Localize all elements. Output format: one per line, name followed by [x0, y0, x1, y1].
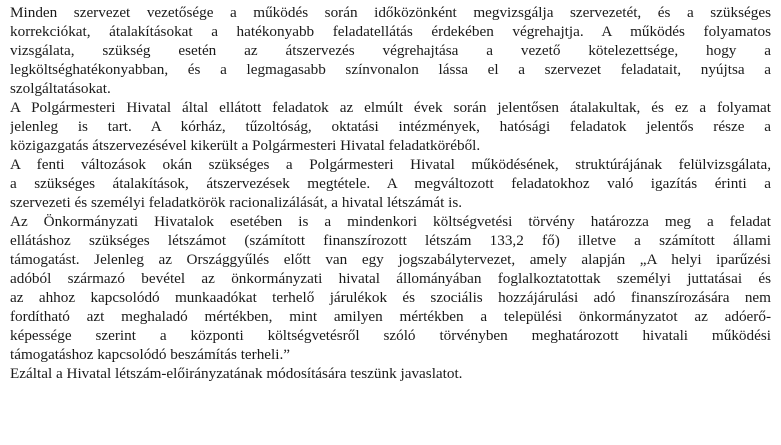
paragraph-2-line-2: jelenleg is tart. A kórház, tűzoltóság, oktatási intézmények, hatósági feladatok jelentős része a: [10, 118, 771, 135]
paragraph-5-line-1: Ezáltal a Hivatal létszám-előirányzatának módosítására teszünk javaslatot.: [10, 365, 463, 382]
paragraph-1-line-2: korrekciókat, átalakításokat a hatékonyabb feladatellátás érdekében végrehajtja. A működés folyamatos: [10, 23, 771, 40]
paragraph-3-line-3: szervezeti és személyi feladatkörök racionalizálását, a hivatal létszámát is.: [10, 194, 463, 211]
paragraph-4-line-2: ellátáshoz szükséges létszámot (számított finanszírozott létszám 133,2 fő) illetve a számított állami: [10, 232, 771, 249]
paragraph-1-line-5: szolgáltatásokat.: [10, 80, 111, 97]
paragraph-3-line-2: a szükséges átalakítások, átszervezések megtétele. A megváltozott feladatokhoz való igazítás érinti a: [10, 175, 771, 192]
paragraph-4-line-1: Az Önkormányzati Hivatalok esetében is a mindenkori költségvetési törvény határozza meg a feladat: [10, 213, 771, 230]
paragraph-4-line-4: adóból származó bevétel az önkormányzati hivatal állományában foglalkoztatottak személyi juttatásai és: [10, 270, 771, 287]
paragraph-1-line-1: Minden szervezet vezetősége a működés során időközönként megvizsgálja szervezetét, és a szükséges: [10, 4, 771, 21]
paragraph-2-line-3: közigazgatás átszervezésével kikerült a Polgármesteri Hivatal feladatköréből.: [10, 137, 481, 154]
paragraph-4-line-7: képessége szerint a központi költségvetésről szóló törvényben meghatározott hivatali működési: [10, 327, 771, 344]
paragraph-1-line-3: vizsgálata, szükség esetén az átszervezés végrehajtása a vezető kötelezettsége, hogy a: [10, 42, 771, 59]
paragraph-4-line-6: fordítható azt meghaladó mértékben, mint amilyen mértékben a települési önkormányzatot az adóerő-: [10, 308, 771, 325]
paragraph-4-line-5: az ahhoz kapcsolódó munkaadókat terhelő járulékok és szociális hozzájárulási adó finanszírozására nem: [10, 289, 771, 306]
paragraph-4-line-3: támogatást. Jelenleg az Országgyűlés előtt van egy jogszabálytervezet, amely alapján „A helyi iparűzési: [10, 251, 771, 268]
paragraph-1-line-4: legköltséghatékonyabban, és a legmagasabb színvonalon lássa el a szervezet feladatait, nyújtsa a: [10, 61, 771, 78]
paragraph-4-line-8: támogatáshoz kapcsolódó beszámítás terheli.”: [10, 346, 291, 363]
paragraph-2-line-1: A Polgármesteri Hivatal által ellátott feladatok az elmúlt évek során jelentősen átalakultak, és ez a folyamat: [10, 99, 771, 116]
paragraph-3-line-1: A fenti változások okán szükséges a Polgármesteri Hivatal működésének, struktúrájának felülvizsgálata,: [10, 156, 771, 173]
